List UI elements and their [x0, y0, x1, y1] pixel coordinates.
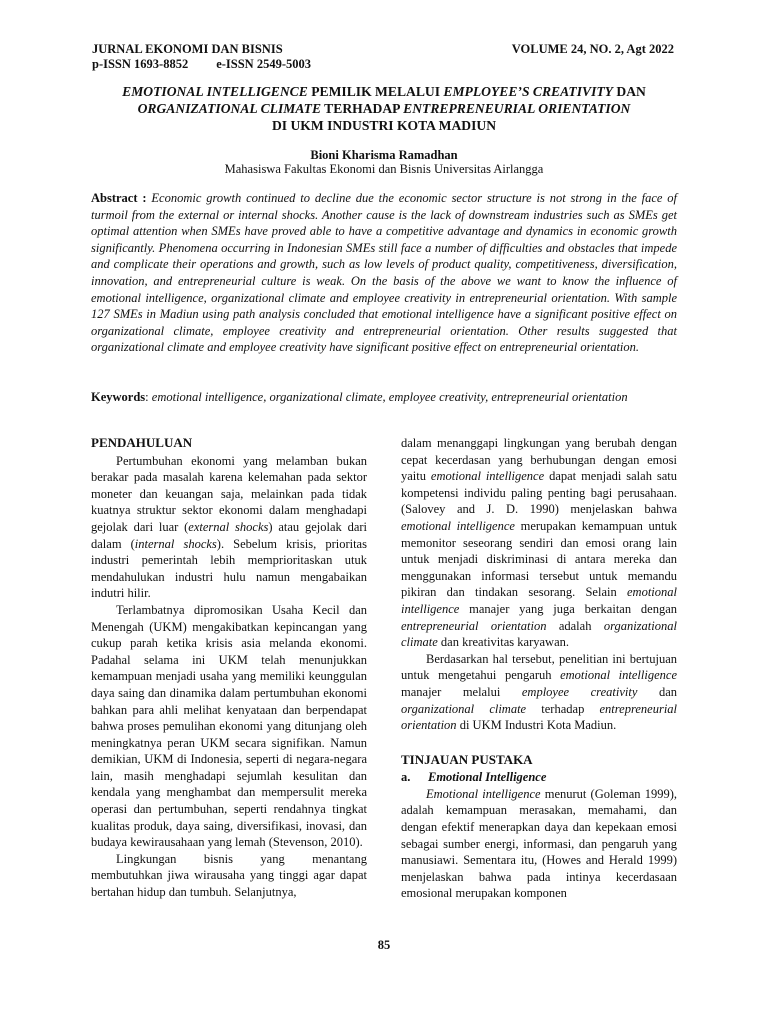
right-column: [401, 435, 677, 902]
author-name: Bioni Kharisma Ramadhan: [310, 148, 458, 162]
keywords-text: emotional intelligence, organizational climate, employee creativity, entrepreneurial orientation: [151, 390, 628, 404]
text-run: Pertumbuhan ekonomi yang melamban bukan berakar pada masalah karena kelemahan pada sektor moneter dan keuangan saja, melainkan pada tidak kuatnya struktur sektor ekonomi dalam menghadapi gejolak dari luar (: [91, 453, 367, 534]
abstract-label: Abstract :: [91, 191, 147, 205]
text-run: employee creativity: [521, 684, 638, 699]
subsection-heading: [401, 769, 677, 786]
text-run: external shocks: [188, 519, 269, 534]
issn-line: [92, 57, 339, 72]
title-part: ORGANIZATIONAL CLIMATE: [137, 101, 322, 116]
text-run: emotional intelligence: [560, 668, 677, 683]
text-run: internal shocks: [134, 536, 217, 551]
text-run: manajer melalui: [401, 684, 522, 699]
volume-info: VOLUME 24, NO. 2, Agt 2022: [511, 42, 674, 56]
journal-name: JURNAL EKONOMI DAN BISNIS: [92, 42, 283, 56]
page-number: 85: [377, 938, 391, 952]
text-run: Emotional intelligence: [426, 786, 541, 801]
paragraph: Lingkungan bisnis yang menantang membutuhkan jiwa wirausaha yang tinggi agar dapat bertahan hidup dan tumbuh. Selanjutnya,: [91, 851, 367, 900]
text-run: organizational climate: [401, 618, 677, 650]
paragraph: [401, 786, 677, 902]
text-run: dalam menanggapi lingkungan yang berubah dengan cepat kecerdasan yang berhubungan dengan emosi yaitu: [401, 436, 677, 484]
title-part: TERHADAP: [321, 101, 404, 116]
abstract: [91, 190, 677, 356]
p-issn: p-ISSN 1693-8852: [92, 57, 189, 71]
text-run: dan kreativitas karyawan.: [437, 635, 569, 650]
text-run: emotional intelligence: [401, 585, 677, 616]
keywords-label: Keywords: [91, 390, 146, 404]
title-part: EMOTIONAL INTELLIGENCE: [122, 84, 308, 99]
subsection-title: Emotional Intelligence: [428, 770, 547, 785]
text-run: terhadap: [526, 701, 600, 716]
subsection-number: a.: [401, 770, 411, 785]
text-run: adalah: [546, 618, 604, 633]
title-part: DI UKM INDUSTRI KOTA MADIUN: [271, 118, 497, 133]
keywords: [91, 390, 677, 406]
text-run: organizational climate: [401, 701, 527, 716]
article-title: [92, 83, 676, 134]
text-run: ) atau gejolak dari dalam (: [91, 519, 367, 551]
text-run: di UKM Industri Kota Madiun.: [456, 718, 617, 733]
title-part: PEMILIK MELALUI: [307, 84, 444, 99]
e-issn: e-ISSN 2549-5003: [216, 57, 311, 71]
abstract-text: Economic growth continued to decline due the economic sector structure is not strong in the face of turmoil from the external or internal shocks. Another cause is the lack of downstream industries such as SMEs get optimal attention when SMEs have proved able to have a competitive advantage and dynamics in economic growth significantly. Phenomena occurring in Indonesian SMEs still face a number of difficulties and obstacles that impede and complicate their operations and growth, such as low levels of product quality, competitiveness, diversification, innovation, and entrepreneurial culture is weak. On the basis of the above we want to know the influence of emotional intelligence, organizational climate and employee creativity in entrepreneurial orientation. With sample 127 SMEs in Madiun using path analysis concluded that emotional intelligence have a significant positive effect on organizational climate, employee creativity and entrepreneurial orientation. Other results suggested that organizational climate and employee creativity have significant positive effect on entrepreneurial orientation.: [91, 191, 678, 355]
text-run: entrepreneurial orientation: [401, 701, 678, 733]
text-run: Berdasarkan hal tersebut, penelitian ini bertujuan untuk mengetahui pengaruh: [401, 651, 677, 683]
text-run: dapat menjadi salah satu kompetensi individu paling penting bagi perusahaan.(Salovey and J. D. 1990) menjelaskan bahwa: [401, 469, 677, 517]
paragraph: [91, 453, 367, 602]
author-affiliation: Mahasiswa Fakultas Ekonomi dan Bisnis Universitas Airlangga: [224, 162, 544, 176]
paragraph: Terlambatnya dipromosikan Usaha Kecil dan Menengah (UKM) mengakibatkan kepincangan yang cukup parah ketika krisis asia melanda ekonomi. Padahal selama ini UKM telah menunjukkan kemampuan menjadi usaha yang memiliki keunggulan daya saing dan dinamika dalam pertumbuhan ekonomi bahkan para ahli melihat kenyataan dan berpendapat bahwa proses pemulihan ekonomi yang ditunjang oleh meningkatnya peran UKM secara signifikan. Namun demikian, UKM di Indonesia, seperti di negara-negara lain, masih menghadapi sejumlah kesulitan dan kendala yang menghambat dan mempersulit mereka operasi dan pertumbuhan, seperti rendahnya tingkat kualitas produk, daya saing, diversifikasi, inovasi, dan budaya kewirausahaan yang lemah (Stevenson, 2010).: [91, 602, 367, 850]
spacer: [401, 734, 677, 752]
text-run: menurut (Goleman 1999), adalah kemampuan merasakan, memahami, dan dengan efektif menerapkan daya dan kepekaan emosi sebagai sumber energi, informasi, dan pengaruh yang manusiawi. Sementara itu, (Howes and Herald 1999) menjelaskan bahwa pada intinya kecerdasaan emosional merupakan komponen: [401, 786, 677, 901]
left-column: [91, 435, 367, 901]
text-run: emotional intelligence: [401, 518, 515, 533]
paragraph: [401, 651, 677, 734]
section-heading-tinjauan-pustaka: TINJAUAN PUSTAKA: [401, 751, 533, 767]
title-part: ENTREPRENEURIAL ORIENTATION: [403, 101, 631, 116]
text-run: merupakan kemampuan untuk memonitor seseorang sendiri dan emosi orang lain untuk menjadi diskriminasi di antara mereka dan menggunakan informasi tersebut untuk memandu pikiran dan tindakan sesorang. Selain: [401, 518, 677, 600]
text-run: manajer yang juga berkaitan dengan: [459, 601, 677, 616]
keywords-colon: :: [145, 390, 152, 404]
text-run: emotional intelligence: [430, 469, 545, 484]
text-run: ). Sebelum krisis, prioritas industri pemerintah lebih memprioritaskan utuk mendahulukan industri hulu namun mengabaikan indutri hilir.: [91, 536, 367, 601]
text-run: entrepreneurial orientation: [401, 618, 547, 633]
title-part: EMPLOYEE’S CREATIVITY: [443, 84, 613, 99]
text-run: dan: [637, 684, 677, 699]
title-part: DAN: [612, 84, 646, 99]
section-heading-pendahuluan: PENDAHULUAN: [91, 435, 193, 450]
paragraph: [401, 435, 677, 651]
